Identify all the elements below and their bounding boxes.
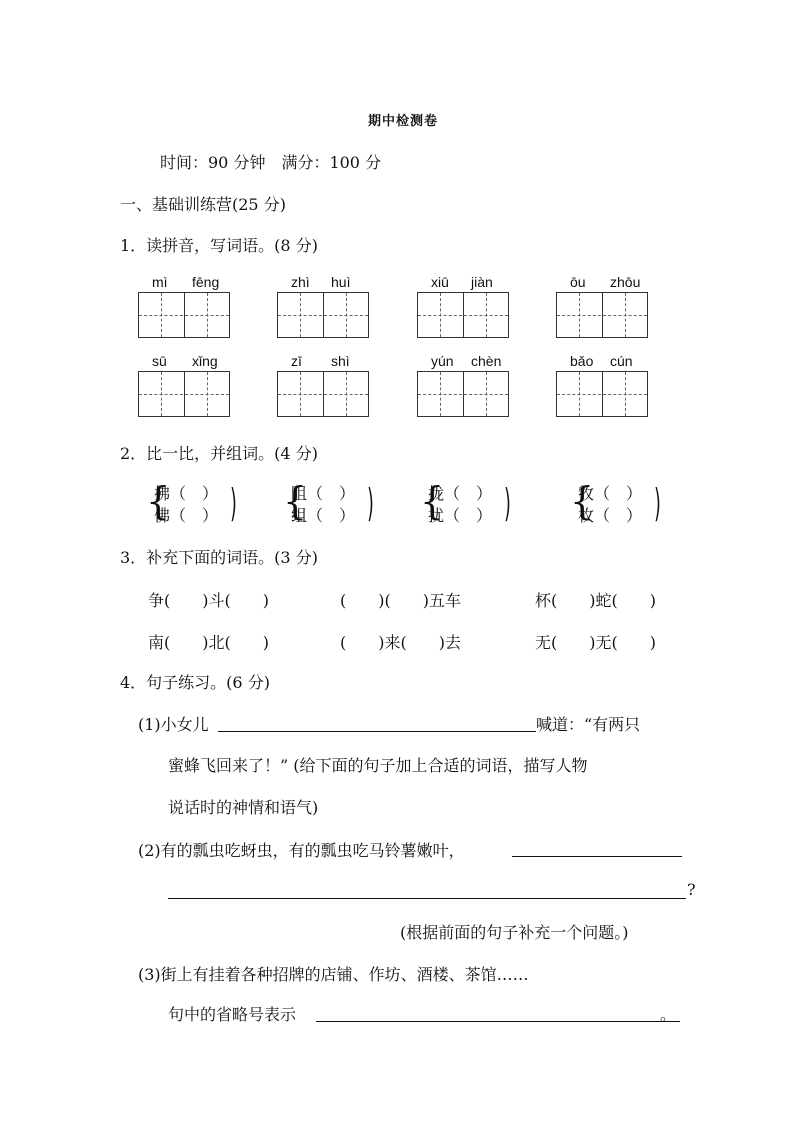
pinyin-label: sū: [152, 353, 167, 369]
compare-word[interactable]: 组（ ）: [291, 506, 356, 525]
q1-label: 1．读拼音，写词语。(8 分): [120, 236, 318, 255]
q4-s3-end: 。: [660, 1005, 677, 1024]
answer-line-s2a[interactable]: [512, 856, 682, 857]
compare-word[interactable]: 拢（ ）: [428, 484, 493, 503]
idiom-item[interactable]: 南( )北( ): [148, 633, 269, 652]
pinyin-label: cún: [610, 353, 633, 369]
pinyin-label: zhì: [291, 274, 310, 290]
idiom-item[interactable]: 无( )无( ): [535, 633, 656, 652]
right-paren: ): [230, 481, 237, 525]
q4-s2-qmark: ?: [687, 880, 696, 899]
pinyin-label: yún: [431, 353, 454, 369]
idiom-item[interactable]: ( )( )五车: [340, 591, 461, 610]
idiom-item[interactable]: ( )来( )去: [340, 633, 461, 652]
writing-box[interactable]: [277, 371, 369, 417]
q3-label: 3．补充下面的词语。(3 分): [120, 548, 318, 567]
compare-word[interactable]: 扰（ ）: [428, 506, 493, 525]
compare-word[interactable]: 阻（ ）: [291, 484, 356, 503]
pinyin-label: xiū: [431, 274, 449, 290]
right-paren: ): [504, 481, 511, 525]
writing-box[interactable]: [417, 292, 509, 338]
pinyin-label: fēng: [192, 274, 220, 290]
answer-line-s3[interactable]: [316, 1021, 680, 1022]
answer-line-s2b[interactable]: [168, 898, 686, 899]
pinyin-label: huì: [331, 274, 351, 290]
pinyin-label: ōu: [570, 274, 586, 290]
q4-s1-end: 喊道：“有两只: [536, 715, 641, 734]
pinyin-label: xǐng: [192, 353, 218, 369]
writing-box[interactable]: [556, 371, 648, 417]
pinyin-label: chèn: [471, 353, 502, 369]
compare-word[interactable]: 佛（ ）: [154, 506, 219, 525]
idiom-item[interactable]: 争( )斗( ): [148, 591, 269, 610]
writing-box[interactable]: [277, 292, 369, 338]
pinyin-label: jiàn: [471, 274, 493, 290]
left-brace: {: [570, 479, 595, 523]
page-title: 期中检测卷: [368, 114, 439, 129]
idiom-item[interactable]: 杯( )蛇( ): [535, 591, 656, 610]
writing-box[interactable]: [138, 292, 230, 338]
q4-s2-start: (2)有的瓢虫吃蚜虫，有的瓢虫吃马铃薯嫩叶，: [138, 841, 465, 860]
q4-s1-line2: 蜜蜂飞回来了！” (给下面的句子加上合适的词语，描写人物: [168, 756, 588, 775]
q4-s3-line1: (3)街上有挂着各种招牌的店铺、作坊、酒楼、茶馆……: [138, 965, 529, 984]
writing-box[interactable]: [556, 292, 648, 338]
q4-s2-note: (根据前面的句子补充一个问题。): [400, 923, 629, 942]
exam-meta: 时间：90 分钟 满分：100 分: [160, 153, 382, 172]
compare-word[interactable]: 枚（ ）: [578, 506, 643, 525]
q4-s1-start: (1)小女儿: [138, 715, 209, 734]
right-paren: ): [367, 481, 374, 525]
pinyin-label: shì: [331, 353, 350, 369]
pinyin-label: mì: [152, 274, 168, 290]
q2-label: 2．比一比，并组词。(4 分): [120, 444, 318, 463]
left-brace: {: [146, 479, 171, 523]
q4-s3-line2: 句中的省略号表示: [168, 1005, 297, 1024]
q4-s1-line3: 说话时的神情和语气): [168, 798, 319, 817]
right-paren: ): [654, 481, 661, 525]
compare-word[interactable]: 牧（ ）: [578, 484, 643, 503]
pinyin-label: zī: [291, 353, 302, 369]
compare-word[interactable]: 拂（ ）: [154, 484, 219, 503]
writing-box[interactable]: [417, 371, 509, 417]
q4-label: 4．句子练习。(6 分): [120, 673, 270, 692]
pinyin-label: bǎo: [570, 353, 594, 369]
pinyin-label: zhōu: [610, 274, 641, 290]
writing-box[interactable]: [138, 371, 230, 417]
section-heading: 一、基础训练营(25 分): [120, 195, 286, 214]
left-brace: {: [420, 479, 445, 523]
left-brace: {: [283, 479, 308, 523]
answer-line-s1[interactable]: [218, 731, 536, 732]
